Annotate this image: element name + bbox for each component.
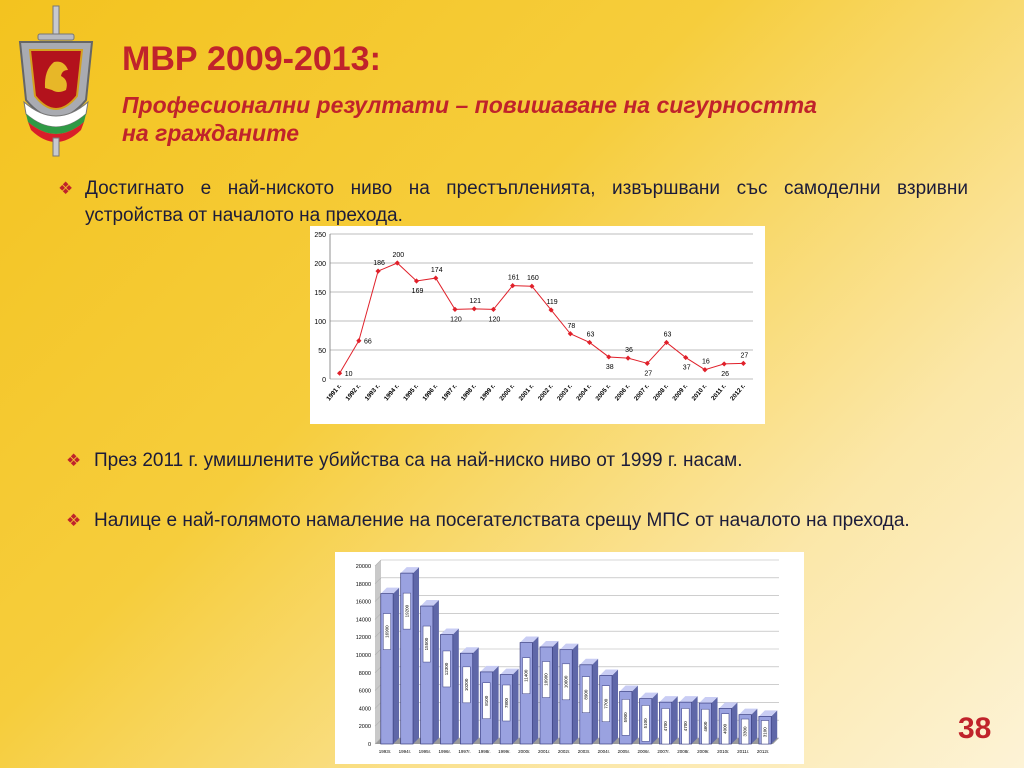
bar-side: [632, 685, 638, 744]
y-tick-label: 14000: [355, 617, 371, 624]
data-label: 10200: [464, 678, 470, 692]
y-tick-label: 10000: [355, 653, 371, 659]
y-tick-label: 20000: [355, 564, 371, 570]
bar-side: [453, 629, 459, 744]
x-tick-label: 2009г.: [697, 749, 710, 754]
x-tick-label: 2010 г.: [690, 382, 709, 403]
x-tick-label: 2001 г.: [517, 382, 536, 403]
x-tick-label: 1996 г.: [421, 382, 440, 403]
bar: [520, 637, 538, 744]
data-label: 169: [411, 287, 424, 295]
x-tick-label: 2000г.: [518, 749, 531, 754]
bar: [381, 588, 399, 744]
bar-side: [433, 600, 439, 744]
data-label: 119: [546, 298, 558, 306]
x-tick-label: 1993г.: [378, 749, 392, 754]
data-label: 120: [488, 316, 501, 324]
data-label: 4700: [663, 721, 669, 732]
data-point: [433, 275, 438, 280]
y-tick-label: 2000: [358, 724, 371, 731]
x-tick-label: 1997 г.: [440, 382, 459, 403]
data-label: 10900: [543, 673, 549, 686]
x-tick-label: 2001г.: [537, 749, 551, 754]
bar: [699, 697, 717, 744]
data-label: 19200: [404, 604, 410, 618]
data-label: 174: [430, 267, 443, 275]
bullet-text: През 2011 г. умишлените убийства са на най-ниско ниво от 1999 г. насам.: [94, 450, 743, 471]
data-label: 10600: [563, 675, 569, 689]
y-tick-label: 100: [314, 319, 326, 326]
data-point: [452, 307, 457, 312]
x-tick-label: 2009 г.: [671, 382, 690, 403]
slide-title: МВР 2009-2013:: [122, 40, 381, 78]
bar-side: [712, 697, 718, 744]
x-tick-label: 2008г.: [677, 749, 690, 754]
x-tick-label: 2012г.: [756, 749, 770, 754]
y-tick-label: 4000: [358, 706, 371, 713]
bar: [440, 629, 458, 744]
data-label: 8900: [583, 689, 589, 700]
data-label: 63: [663, 331, 672, 339]
bar-side: [552, 641, 558, 744]
x-tick-label: 2008 г.: [652, 382, 671, 403]
x-tick-label: 2005г.: [617, 749, 630, 754]
data-label: 186: [373, 260, 385, 268]
data-label: 27: [740, 352, 749, 360]
bar: [500, 669, 518, 744]
bar-side: [652, 693, 658, 744]
y-tick-label: 12000: [355, 635, 371, 642]
data-label: 12300: [444, 662, 450, 676]
bar: [600, 669, 618, 744]
bar-side: [731, 702, 737, 744]
bar: [480, 666, 498, 744]
bar: [580, 659, 598, 744]
bar-side: [572, 644, 578, 744]
x-tick-label: 1992 г.: [344, 382, 363, 403]
bullet-item: [66, 507, 962, 534]
x-tick-label: 1995 г.: [402, 382, 421, 403]
bar-side: [493, 666, 499, 744]
x-tick-label: 2011г.: [737, 749, 750, 754]
x-tick-label: 1998г.: [478, 749, 491, 754]
bullet-item: [66, 447, 966, 474]
explosive-crimes-line-chart: [310, 226, 765, 424]
data-label: 4700: [682, 721, 688, 732]
data-label: 4600: [702, 721, 708, 732]
bullet-item: [58, 175, 968, 229]
bar-side: [751, 709, 757, 744]
data-label: 161: [507, 274, 520, 282]
x-tick-label: 2007г.: [657, 749, 670, 754]
data-point: [722, 361, 727, 366]
x-tick-label: 2002г.: [557, 749, 571, 754]
x-tick-label: 1997г.: [458, 749, 471, 754]
diamond-bullet-icon: ❖: [66, 451, 82, 470]
data-label: 38: [605, 363, 614, 371]
page-number: 38: [958, 712, 992, 745]
x-tick-label: 2012 г.: [729, 382, 747, 403]
data-label: 63: [586, 331, 595, 339]
bar-side: [513, 669, 519, 744]
bullet-text: Достигнато е най-ниското ниво на престъпленията, извършвани със самоделни взривни устройства от началото на прехода.: [85, 178, 968, 226]
bar: [401, 567, 419, 744]
bar: [739, 709, 757, 744]
x-tick-label: 2010г.: [717, 749, 730, 754]
data-label: 16900: [384, 625, 390, 638]
bar: [620, 685, 638, 744]
data-point: [356, 338, 361, 343]
data-label: 4000: [722, 723, 728, 734]
data-point: [337, 371, 342, 376]
data-point: [625, 356, 630, 361]
bar: [759, 710, 777, 744]
x-tick-label: 2006 г.: [613, 382, 632, 403]
data-label: 37: [682, 364, 691, 372]
vehicle-crimes-bar-chart: [335, 552, 804, 764]
y-tick-label: 18000: [355, 581, 371, 588]
x-tick-label: 2005 г.: [594, 382, 613, 403]
x-tick-label: 1998 г.: [459, 382, 478, 403]
data-label: 27: [644, 370, 653, 378]
bar-side: [592, 659, 598, 744]
data-label: 10: [344, 371, 353, 379]
data-label: 5100: [643, 718, 649, 729]
x-tick-label: 2000 г.: [498, 382, 517, 403]
y-tick-label: 0: [367, 742, 371, 748]
data-label: 120: [450, 316, 462, 324]
x-tick-label: 2011 г.: [710, 382, 728, 402]
y-tick-label: 16000: [355, 599, 371, 606]
bar-side: [532, 637, 538, 744]
y-tick-label: 50: [318, 348, 326, 355]
x-tick-label: 2006г.: [637, 749, 650, 754]
data-label: 5900: [623, 712, 629, 723]
data-label: 11400: [523, 669, 529, 682]
data-label: 3300: [742, 726, 748, 737]
bar-side: [692, 696, 698, 744]
bar-side: [413, 567, 419, 744]
bar: [659, 696, 677, 744]
data-label: 7800: [503, 697, 509, 709]
data-label: 66: [363, 338, 372, 346]
x-tick-label: 2003г.: [577, 749, 591, 754]
bar-side: [393, 588, 399, 744]
data-label: 15500: [424, 637, 430, 651]
bar: [460, 647, 478, 744]
x-tick-label: 1996г.: [438, 749, 451, 754]
x-tick-label: 2004г.: [597, 749, 611, 754]
bar: [719, 702, 737, 744]
data-point: [741, 361, 746, 366]
x-tick-label: 1991 г.: [325, 382, 344, 403]
data-label: 26: [721, 370, 730, 378]
data-label: 16: [702, 358, 710, 366]
series-line: [340, 263, 744, 373]
data-point: [472, 306, 477, 311]
data-label: 7700: [603, 698, 609, 709]
diamond-bullet-icon: ❖: [58, 179, 74, 198]
bar-side: [612, 669, 618, 744]
bar: [560, 644, 578, 744]
bar-side: [473, 647, 479, 744]
x-tick-label: 1993 г.: [363, 382, 382, 403]
x-tick-label: 1994г.: [398, 749, 412, 754]
x-tick-label: 1999 г.: [479, 382, 497, 403]
data-label: 200: [392, 252, 405, 259]
bar: [421, 600, 439, 744]
slide-subtitle: Професионални резултати – повишаване на сигурността на гражданите: [122, 92, 817, 146]
data-label: 160: [527, 275, 539, 283]
data-label: 36: [625, 347, 633, 355]
bullet-text: Налице е най-голямото намаление на посегателствата срещу МПС от началото на прехода.: [94, 510, 910, 531]
data-label: 3100: [762, 727, 768, 738]
mvr-emblem-logo: [14, 4, 98, 160]
data-label: 78: [567, 322, 576, 330]
data-point: [375, 269, 380, 274]
bar: [679, 696, 697, 744]
bar: [540, 641, 558, 744]
x-tick-label: 2002 г.: [536, 382, 555, 403]
data-point: [702, 367, 707, 372]
diamond-bullet-icon: ❖: [66, 511, 82, 530]
x-tick-label: 1995г.: [418, 749, 431, 754]
y-tick-label: 0: [322, 377, 326, 384]
y-tick-label: 200: [314, 261, 326, 268]
y-tick-label: 8000: [358, 670, 371, 677]
y-tick-label: 150: [314, 290, 326, 297]
x-tick-label: 2003 г.: [555, 382, 574, 403]
bar-side: [672, 696, 678, 744]
data-label: 121: [469, 297, 482, 305]
x-tick-label: 2004 г.: [575, 382, 594, 403]
y-tick-label: 250: [314, 232, 326, 239]
data-label: 8100: [483, 695, 489, 706]
bar: [639, 693, 657, 744]
x-tick-label: 1999г.: [498, 749, 511, 754]
y-tick-label: 6000: [358, 688, 371, 695]
x-tick-label: 1994 г.: [382, 382, 401, 403]
x-tick-label: 2007 г.: [632, 382, 651, 403]
